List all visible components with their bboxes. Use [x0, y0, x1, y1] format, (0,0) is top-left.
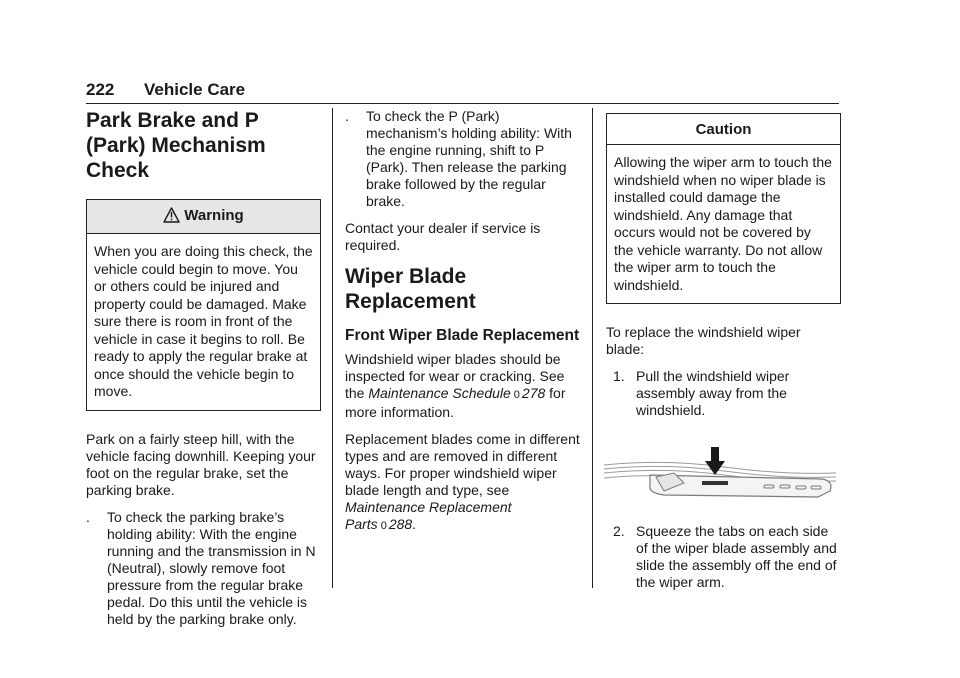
column-divider-2: [592, 108, 593, 588]
warning-text: When you are doing this check, the vehicle could begin to move. You or others could be injured and property could be damaged. Make sure there is room in front of the vehicle in case it begins to roll. Be ready to apply the regular brake at once should the vehicle begin to move.: [94, 243, 313, 399]
step-text: Squeeze the tabs on each side of the wiper blade assembly and slide the assembly off the end of the wiper arm.: [636, 523, 837, 590]
maintenance-schedule-link[interactable]: Maintenance Schedule: [368, 385, 511, 401]
step-number: 2.: [613, 523, 625, 539]
warning-label: Warning: [184, 207, 244, 224]
list-item: [86, 509, 321, 628]
page-ref-icon: 0: [380, 520, 387, 532]
steps-intro: To replace the windshield wiper blade:: [606, 324, 801, 357]
inspection-paragraph: [345, 351, 580, 421]
caution-text: Allowing the wiper arm to touch the windshield when no wiper blade is installed could damage the windshield. Any damage that occurs would not be covered by the vehicle warranty. Do not allow the wiper arm to touch the windshield.: [614, 154, 832, 293]
bullet-text: To check the parking brake’s holding ability: With the engine running and the transmission in N (Neutral), slowly remove foot pressure from the regular brake pedal. Do this until the vehicle is held by the parking brake only.: [107, 508, 316, 627]
wiper-blade-illustration: [604, 447, 836, 509]
page-title: Park Brake and P (Park) Mechanism Check: [86, 109, 266, 182]
page-number: 222: [86, 80, 115, 99]
page-header: [86, 80, 245, 100]
list-item: [345, 108, 580, 210]
header-rule: [86, 103, 839, 104]
para-text: Windshield wiper blades should be inspected for wear or cracking. See the: [345, 351, 565, 401]
bullet-marker: .: [345, 108, 349, 124]
section-heading: Wiper Blade Replacement: [345, 265, 476, 313]
step-item: [606, 368, 841, 419]
para-text: .: [412, 516, 417, 532]
step-item: [606, 523, 841, 591]
warning-box: [86, 199, 321, 411]
column-3: [606, 108, 841, 599]
para-text: Replacement blades come in different types and are removed in different ways. For proper windshield wiper blade length and type, see: [345, 431, 580, 498]
caution-header: Caution: [607, 114, 840, 145]
section-title: Vehicle Care: [144, 80, 246, 99]
bullet-text: To check the P (Park) mechanism’s holding ability: With the engine running, shift to P (Park). Then release the parking brake followed by the regular brake.: [366, 108, 572, 209]
page-ref-288[interactable]: 288: [388, 516, 413, 532]
caution-box: [606, 113, 841, 304]
step-number: 1.: [613, 368, 625, 384]
column-2: [345, 108, 580, 545]
bullet-marker: .: [86, 508, 90, 525]
replacement-paragraph: [345, 431, 580, 535]
subsection-heading: Front Wiper Blade Replacement: [345, 327, 580, 344]
column-divider-1: [332, 108, 333, 588]
warning-header: [87, 200, 320, 234]
replacement-parts-link[interactable]: Maintenance Replacement Parts: [345, 499, 512, 532]
para-text: for more information.: [345, 385, 566, 420]
intro-paragraph: Park on a fairly steep hill, with the vehicle facing downhill. Keeping your foot on the regular brake, set the parking brake.: [86, 430, 316, 498]
column-1: [86, 108, 321, 638]
contact-paragraph: Contact your dealer if service is required.: [345, 220, 541, 253]
page-ref-icon: 0: [513, 389, 520, 401]
warning-triangle-icon: [163, 207, 180, 227]
page-ref-278[interactable]: 278: [521, 385, 546, 401]
step-text: Pull the windshield wiper assembly away from the windshield.: [636, 368, 790, 418]
